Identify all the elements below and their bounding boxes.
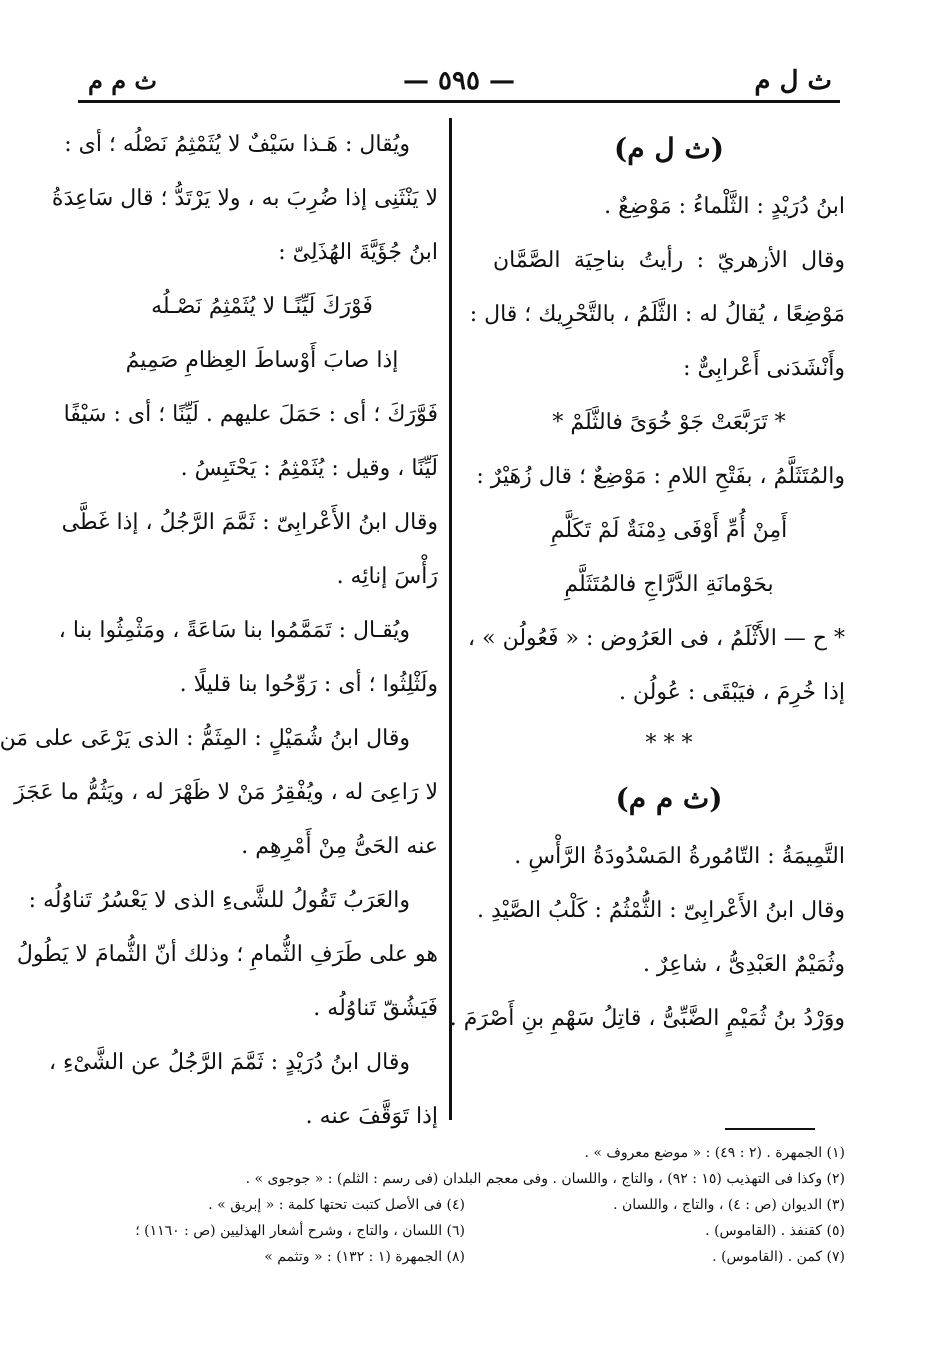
footnote: (٣) الديوان (ص : ٤) ، والتاج ، واللسان . [613, 1197, 845, 1213]
footnote: (٢) وكذا فى التهذيب (١٥ : ٩٢) ، والتاج ، واللسان . وفى معجم البلدان (فى رسم : الثلم) : « جوجوى » . [245, 1171, 845, 1187]
footnote: (١) الجمهرة . (٢ : ٤٩) : « موضع معروف » . [584, 1145, 845, 1161]
section-separator: * * * [645, 731, 693, 756]
footnote: (٧) كمن . (القاموس) . [712, 1249, 845, 1265]
entry-heading-thmm: (ث م م) [615, 782, 723, 815]
header-root-left: ث م م [88, 66, 158, 95]
entry-heading-thlm: (ث ل م) [613, 132, 725, 165]
text-line: والمُتَثَلَّمُ ، بفَتْحِ اللامِ : مَوْضِعٌ ؛ قال زُهَيْرٌ : [476, 464, 845, 489]
text-line: ابنُ دُرَيْدٍ : الثَّلْماءُ : مَوْضِعٌ . [604, 194, 845, 219]
text-line: وثُمَيْمٌ العَبْدِىُّ ، شاعِرٌ . [642, 952, 845, 977]
header-root-right: ث ل م [754, 66, 832, 96]
text-line: عنه الحَىُّ مِنْ أَمْرِهِم . [241, 834, 438, 859]
text-line: * ح — الأَثْلَمُ ، فى العَرُوض : « فَعُولُن » ، [468, 626, 845, 651]
footnote: (٦) اللسان ، والتاج ، وشرح أشعار الهذليين (ص : ١١٦٠) ؛ [135, 1223, 465, 1239]
text-line: ووَرْدُ بنُ ثُمَيْمٍ الضَّبِّىُّ ، قاتِلُ سَهْمِ بنِ أَصْرَمَ . [449, 1006, 845, 1031]
text-line: إذا خُرِمَ ، فيَبْقَى : عُولُن . [618, 680, 845, 705]
text-line: فَوَّرَكَ ؛ أى : حَمَلَ عليهم . لَيِّنًا ؛ أى : سَيْفًا [63, 402, 438, 427]
text-line: رَأْسَ إنائِه . [336, 564, 438, 589]
text-line: ولَثْلِثُوا ؛ أى : رَوِّحُوا بنا قليلًا . [179, 672, 438, 697]
verse-line: أَمِنْ أُمِّ أَوْفَى دِمْنَةٌ لَمْ تَكَلَّمِ [550, 518, 788, 543]
text-line: وقال ابنُ الأَعْرابِىّ : ثَمَّمَ الرَّجُلُ ، إذا غَطَّى [61, 510, 438, 535]
text-line: لا رَاعِىَ له ، ويُفْقِرُ مَنْ لا ظَهْرَ له ، ويَثُمُّ ما عَجَزَ [14, 780, 438, 805]
footnote: (٤) فى الأصل كتبت تحتها كلمة : « إبريق » . [208, 1197, 465, 1213]
text-line: هو على طَرَفِ الثُّمامِ ؛ وذلك أنّ الثُّمامَ لا يَطُولُ [16, 942, 438, 967]
text-line: لَيِّنًا ، وقيل : يُثَمْثِمُ : يَحْتَبِسُ . [180, 456, 438, 481]
verse-line: * تَرَبَّعَتْ جَوْ خُوَىً فالثَّلَمْ * [552, 410, 786, 435]
running-header [78, 66, 840, 102]
text-line: ويُقال : هَـذا سَيْفٌ لا يُثَمْثِمُ نَصْلُه ؛ أى : [64, 132, 410, 157]
text-line: والعَرَبُ تَقُولُ للشَّىءِ الذى لا يَعْسُرُ تَناوُلُه : [28, 888, 410, 913]
text-line: فَيَشُقّ تَناوُلُه . [313, 996, 438, 1021]
text-line: ابنُ جُؤَيَّةَ الهُذَلِىّ : [278, 240, 438, 265]
text-line: وقال الأزهريّ : رأيتُ بناحِيَة الصَّمَّان [493, 248, 845, 273]
page-number: — ٥٩٥ — [402, 66, 516, 96]
verse-line: بحَوْمانَةِ الدَّرَّاجِ فالمُتَثَلَّمِ [564, 572, 774, 597]
text-line: التَّمِيمَةُ : التّامُورةُ المَسْدُودَةُ الرَّأْسِ . [514, 844, 845, 869]
footnote-rule [725, 1128, 815, 1130]
text-line: وقال ابنُ دُرَيْدٍ : ثَمَّمَ الرَّجُلُ عن الشَّىْءِ ، [48, 1050, 410, 1075]
verse-line: فَوْرَكَ لَيِّنًـا لا يُثَمْثِمُ نَصْـلُه [151, 294, 373, 319]
footnote-row [85, 1218, 845, 1244]
text-line: إذا تَوَقَّفَ عنه . [305, 1104, 438, 1129]
footnote: (٥) كقنفذ . (القاموس) . [705, 1223, 845, 1239]
text-line: وقال ابنُ شُمَيْلٍ : المِثَمُّ : الذى يَرْعَى على مَن [0, 726, 410, 751]
left-column [0, 118, 438, 1144]
text-line: مَوْضِعًا ، يُقالُ له : الثَّلَمُ ، بالتَّحْرِيك ؛ قال : [469, 302, 845, 327]
verse-line: إذا صابَ أَوْساطَ العِظامِ صَمِيمُ [125, 348, 399, 373]
text-line: لا يَنْثَنِى إذا ضُرِبَ به ، ولا يَرْتَدُّ ؛ قال سَاعِدَةُ [51, 186, 438, 211]
right-column [449, 118, 845, 1046]
column-divider [449, 118, 452, 1120]
text-line: وأَنْشَدَنى أَعْرابِىٌّ : [683, 356, 845, 381]
text-line: وقال ابنُ الأَعْرابِىّ : الثُّمْثُمُ : كَلْبُ الصَّيْدِ . [477, 898, 845, 923]
footnotes [85, 1140, 845, 1270]
text-line: ويُقـال : تَمَمَّمُوا بنا سَاعَةً ، ومَثْمِثُوا بنا ، [58, 618, 410, 643]
header-rule [78, 100, 840, 103]
footnote-row [85, 1192, 845, 1218]
footnote-row [85, 1244, 845, 1270]
footnote: (٨) الجمهرة (١ : ١٣٢) : « وتثمم » [264, 1249, 465, 1265]
